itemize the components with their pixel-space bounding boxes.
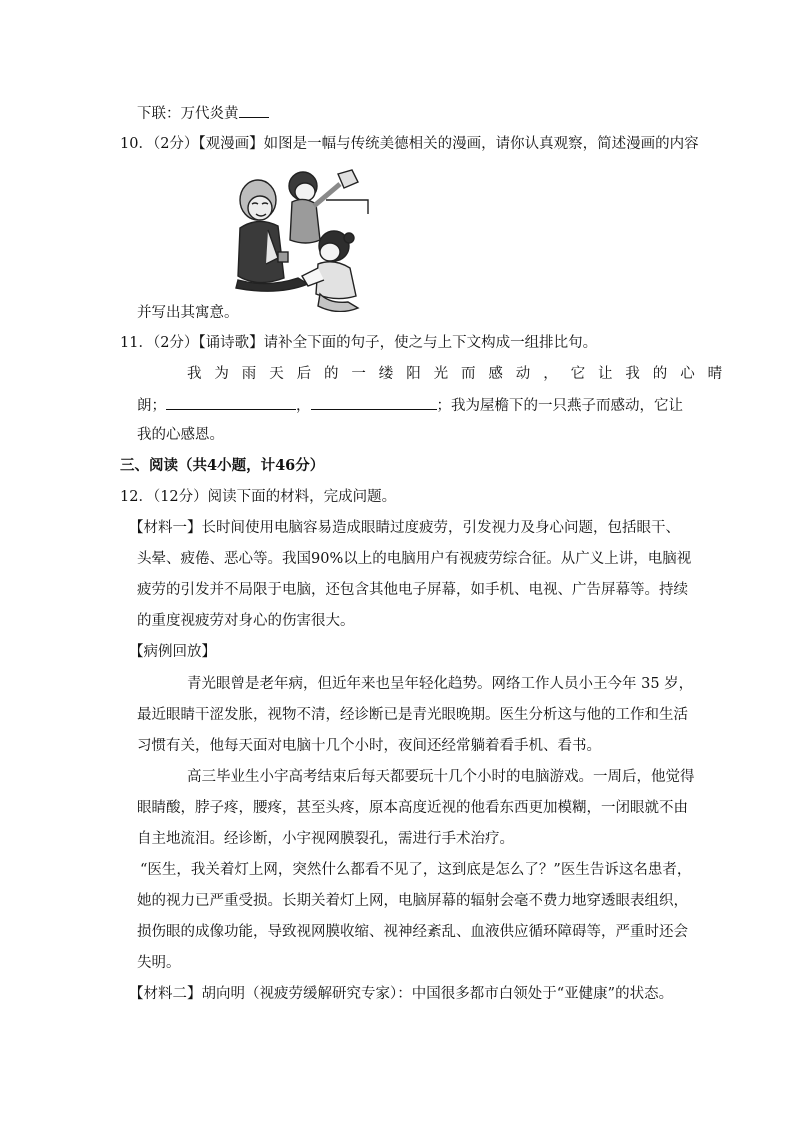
poem-text-c: ；我为屋檐下的一只燕子而感动，它让 [436, 398, 683, 414]
case-line: 习惯有关，他每天面对电脑十几个小时，夜间还经常躺着看手机、看书。 [137, 738, 601, 754]
case-line: 眼睛酸，脖子疼，腰疼，甚至头疼，原本高度近视的他看东西更加模糊，一闭眼就不由 [137, 800, 688, 816]
case-line: 青光眼曾是老年病，但近年来也呈年轻化趋势。网络工作人员小王今年 35 岁， [187, 676, 694, 692]
section-heading-reading: 三、阅读（共4小题，计46分） [120, 457, 325, 474]
question-12-prompt: 12．（12分）阅读下面的材料，完成问题。 [120, 489, 397, 505]
case-line: 她的视力已严重受损。长期关着灯上网，电脑屏幕的辐射会毫不费力地穿透眼表组织， [137, 893, 688, 909]
couplet-text: 下联：万代炎黄 [137, 106, 239, 122]
question-11-prompt: 11．（2分）【诵诗歌】请补全下面的句子，使之与上下文构成一组排比句。 [120, 335, 598, 351]
poem-answer-blank-1[interactable] [166, 395, 296, 410]
couplet-answer-blank[interactable] [239, 103, 269, 118]
material-1-line: 的重度视疲劳对身心的伤害很大。 [137, 613, 355, 629]
poem-line-1: 我为雨天后的一缕阳光而感动，它让我的心晴 [187, 366, 735, 382]
poem-text-b: ， [296, 398, 311, 414]
poem-line-2 [137, 395, 683, 416]
question-10-prompt: 10．（2分）【观漫画】如图是一幅与传统美德相关的漫画，请你认真观察，简述漫画的内容 [120, 136, 699, 152]
cup [278, 252, 288, 262]
poem-line-3: 我的心感恩。 [137, 427, 224, 443]
case-line: 损伤眼的成像功能，导致视网膜收缩、视神经紊乱、血液供应循环障碍等，严重时还会 [137, 924, 688, 940]
poem-text-a: 朗； [137, 398, 166, 414]
wall-line [326, 200, 368, 214]
material-1-line: 头晕、疲倦、恶心等。我国90%以上的电脑用户有视疲劳综合征。从广义上讲，电脑视 [137, 551, 692, 567]
question-10-prompt-cont: 并写出其寓意。 [137, 305, 239, 321]
material-1-line: 疲劳的引发并不局限于电脑，还包含其他电子屏幕，如手机、电视、广告屏幕等。持续 [137, 582, 688, 598]
case-review-heading: 【病例回放】 [129, 644, 216, 660]
grandmother-body [238, 221, 284, 282]
case-line: 高三毕业生小宇高考结束后每天都要玩十几个小时的电脑游戏。一周后，他觉得 [187, 769, 695, 785]
couplet-line [137, 103, 269, 124]
case-line: 最近眼睛干涩发胀，视物不清，经诊断已是青光眼晚期。医生分析这与他的工作和生活 [137, 707, 688, 723]
material-2-line: 【材料二】胡向明（视疲劳缓解研究专家）：中国很多都市白领处于“亚健康”的状态。 [129, 986, 674, 1002]
material-1-line: 【材料一】长时间使用电脑容易造成眼睛过度疲劳，引发视力及身心问题，包括眼干、 [129, 520, 680, 536]
poem-answer-blank-2[interactable] [311, 395, 437, 410]
case-line: “医生，我关着灯上网，突然什么都看不见了，这到底是怎么了？”医生告诉这名患者， [140, 862, 692, 878]
cartoon-image [234, 160, 370, 312]
case-line: 失明。 [137, 955, 181, 971]
case-line: 自主地流泪。经诊断，小宇视网膜裂孔，需进行手术治疗。 [137, 831, 514, 847]
